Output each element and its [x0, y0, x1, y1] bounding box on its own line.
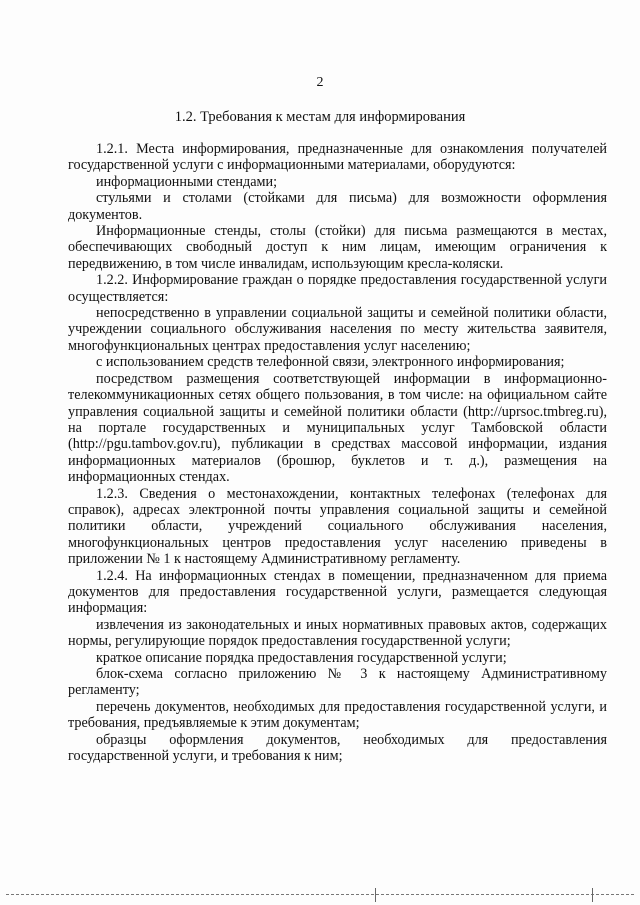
paragraph: перечень документов, необходимых для предоставления государственной услуги, и требования, предъявляемые к этим документам;: [68, 698, 607, 732]
scan-edge-tick: [375, 888, 376, 902]
paragraph: Информационные стенды, столы (стойки) для письма размещаются в местах, обеспечивающих свободный доступ к ним лицам, имеющим ограничения к передвижению, в том числе инвалидам, использующим кресла-коляски.: [68, 223, 607, 272]
paragraph: 1.2.3. Сведения о местонахождении, контактных телефонах (телефонах для справок), адресах электронной почты управления социальной защиты и семейной политики области, учреждений социального обслуживания населения, многофункциональных центров предоставления услуг населению приведены в приложении № 1 к настоящему Административному регламенту.: [68, 485, 607, 568]
paragraph: извлечения из законодательных и иных нормативных правовых актов, содержащих нормы, регулирующие порядок предоставления государственной услуги;: [68, 616, 607, 650]
document-body: [68, 141, 607, 764]
paragraph: образцы оформления документов, необходимых для предоставления государственной услуги, и требования к ним;: [68, 731, 607, 765]
scan-edge-line: [6, 894, 634, 895]
paragraph: 1.2.2. Информирование граждан о порядке предоставления государственной услуги осуществляется:: [68, 272, 607, 305]
paragraph: информационными стендами;: [96, 173, 278, 190]
scan-edge-tick: [592, 888, 593, 902]
paragraph: блок-схема согласно приложению № 3 к настоящему Административному регламенту;: [68, 666, 607, 699]
paragraph: 1.2.1. Места информирования, предназначенные для ознакомления получателей государственной услуги с информационными материалами, оборудуются:: [68, 141, 607, 174]
page-number: 2: [316, 75, 324, 90]
paragraph: стульями и столами (стойками для письма) для возможности оформления документов.: [68, 190, 607, 223]
paragraph: непосредственно в управлении социальной защиты и семейной политики области, учреждении социального обслуживания населения по месту жительства заявителя, многофункциональных центрах предоставления услуг населению;: [68, 305, 607, 354]
section-heading: 1.2. Требования к местам для информирования: [174, 109, 466, 125]
paragraph: с использованием средств телефонной связи, электронного информирования;: [96, 354, 565, 371]
paragraph: посредством размещения соответствующей информации в информационно-телекоммуникационных сетях общего пользования, в том числе: на официальном сайте управления социальной защиты и семейной политики области (http://uprsoc.tmbreg.ru), на портале государственных и муниципальных услуг Тамбовской области (http://pgu.tambov.gov.ru), публикации в средствах массовой информации, издания информационных материалов (брошюр, буклетов и т. д.), размещения на информационных стендах.: [68, 370, 607, 486]
paragraph: 1.2.4. На информационных стендах в помещении, предназначенном для приема документов для предоставления государственной услуги, размещается следующая информация:: [68, 567, 607, 617]
paragraph: краткое описание порядка предоставления государственной услуги;: [96, 649, 507, 666]
